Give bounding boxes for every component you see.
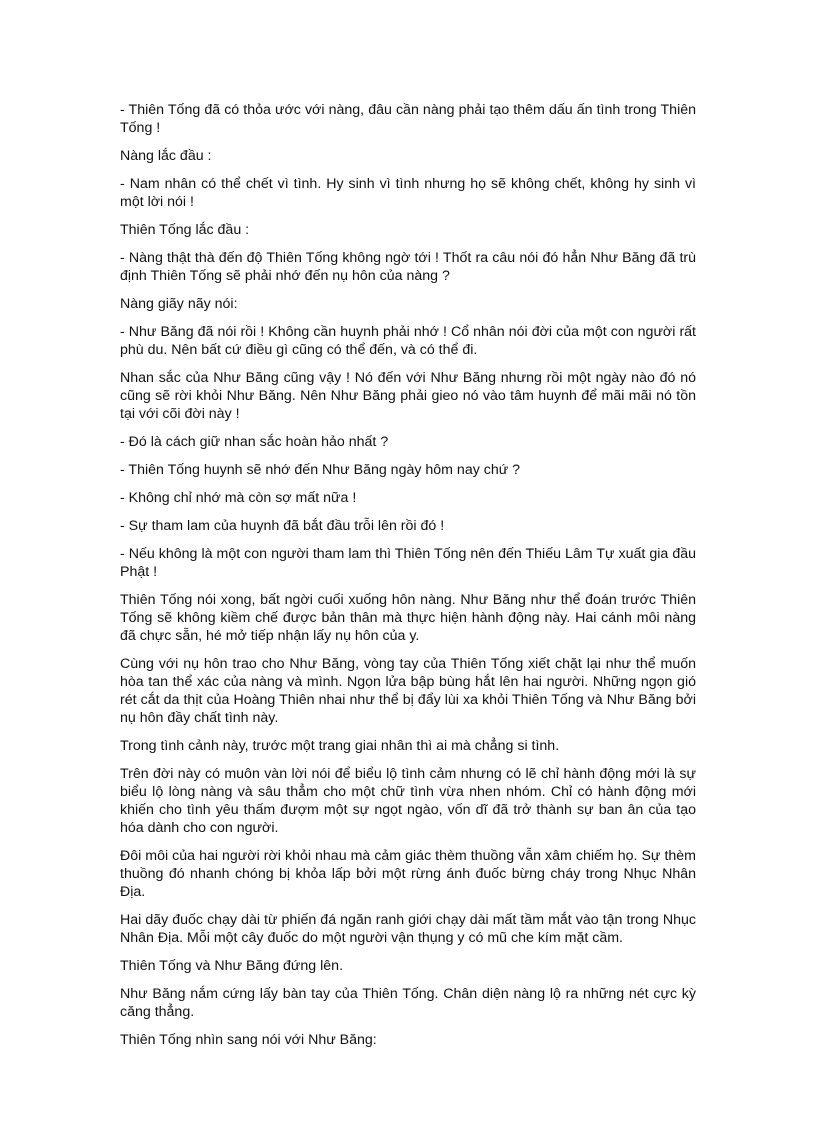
paragraph: Như Băng nắm cứng lấy bàn tay của Thiên Tống. Chân diện nàng lộ ra những nét cực kỳ căng thẳng.: [120, 986, 696, 1020]
paragraph: - Thiên Tống huynh sẽ nhớ đến Như Băng ngày hôm nay chứ ?: [120, 462, 521, 478]
paragraph: Nhan sắc của Như Băng cũng vậy ! Nó đến với Như Băng nhưng rồi một ngày nào đó nó cũng sẽ rời khỏi Như Băng. Nên Như Băng phải gieo nó vào tâm huynh để mãi mãi nó tồn tại với cõi đời này !: [120, 370, 696, 422]
paragraph: Thiên Tống lắc đầu :: [120, 222, 250, 238]
paragraph: Thiên Tống nói xong, bất ngời cuối xuống hôn nàng. Như Băng như thể đoán trước Thiên Tống sẽ không kiềm chế được bản thân mà thực hiện hành động này. Hai cánh môi nàng đã chực sẵn, hé mở tiếp nhận lấy nụ hôn của y.: [120, 592, 696, 644]
document-page: [120, 101, 696, 1059]
paragraph: - Thiên Tống đã có thỏa ước với nàng, đâu cần nàng phải tạo thêm dấu ấn tình trong Thiên Tống !: [120, 102, 696, 136]
paragraph: Nàng lắc đầu :: [120, 148, 212, 164]
paragraph: - Như Băng đã nói rồi ! Không cần huynh phải nhớ ! Cổ nhân nói đời của một con người rất phù du. Nên bất cứ điều gì cũng có thể đến, và có thể đi.: [120, 324, 696, 358]
paragraph: - Sự tham lam của huynh đã bắt đầu trỗi lên rồi đó !: [120, 518, 445, 534]
paragraph: Hai dãy đuốc chạy dài từ phiến đá ngăn ranh giới chạy dài mất tầm mắt vào tận trong Nhục Nhân Địa. Mỗi một cây đuốc do một người vận thụng y có mũ che kím mặt cầm.: [120, 912, 696, 946]
paragraph: - Nàng thật thà đến độ Thiên Tống không ngờ tới ! Thốt ra câu nói đó hẳn Như Băng đã trù định Thiên Tống sẽ phải nhớ đến nụ hôn của nàng ?: [120, 250, 696, 284]
paragraph: Thiên Tống và Như Băng đứng lên.: [120, 958, 344, 974]
paragraph: Nàng giãy nãy nói:: [120, 296, 238, 312]
paragraph: - Nếu không là một con người tham lam thì Thiên Tống nên đến Thiếu Lâm Tự xuất gia đầu Phật !: [120, 546, 696, 580]
paragraph: Thiên Tống nhìn sang nói với Như Băng:: [120, 1032, 377, 1048]
paragraph: Trên đời này có muôn vàn lời nói để biểu lộ tình cảm nhưng có lẽ chỉ hành động mới là sự biểu lộ lòng nàng và sâu thẳm cho một chữ tình vừa nhen nhóm. Chỉ có hành động mới khiến cho tình yêu thấm đượm một sự ngọt ngào, vốn dĩ đã trở thành sự ban ân của tạo hóa dành cho con người.: [120, 766, 696, 836]
paragraph: Trong tình cảnh này, trước một trang giai nhân thì ai mà chẳng si tình.: [120, 738, 560, 754]
paragraph: - Đó là cách giữ nhan sắc hoàn hảo nhất ?: [120, 434, 389, 450]
paragraph: Cùng với nụ hôn trao cho Như Băng, vòng tay của Thiên Tống xiết chặt lại như thể muốn hòa tan thể xác của nàng và mình. Ngọn lửa bập bùng hắt lên hai người. Những ngọn gió rét cắt da thịt của Hoàng Thiên nhai như thể bị đẩy lùi xa khỏi Thiên Tống và Như Băng bởi nụ hôn đầy chất tình này.: [120, 656, 696, 726]
paragraph: - Không chỉ nhớ mà còn sợ mất nữa !: [120, 490, 357, 506]
paragraph: - Nam nhân có thể chết vì tình. Hy sinh vì tình nhưng họ sẽ không chết, không hy sinh vì một lời nói !: [120, 176, 696, 210]
paragraph: Đôi môi của hai người rời khỏi nhau mà cảm giác thèm thuồng vẫn xâm chiếm họ. Sự thèm thuồng đó nhanh chóng bị khỏa lấp bởi một rừng ánh đuốc bừng cháy trong Nhục Nhân Địa.: [120, 848, 696, 900]
